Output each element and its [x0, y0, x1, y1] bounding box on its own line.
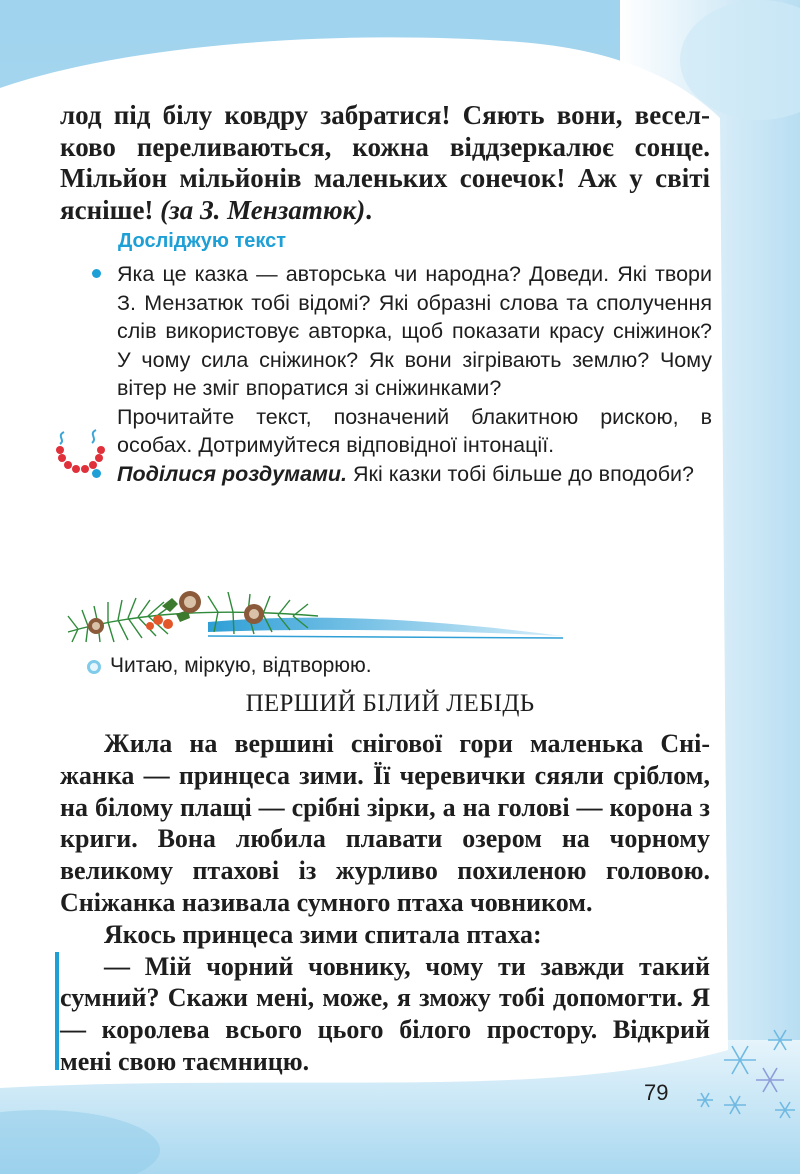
question-item: [92, 403, 712, 460]
section-title: Досліджую текст: [118, 230, 287, 252]
story-title: ПЕРШИЙ БІЛИЙ ЛЕБІДЬ: [245, 690, 535, 717]
intro-paragraph: [60, 100, 710, 226]
bullet-icon: [92, 269, 101, 278]
story-text: [60, 728, 710, 1078]
question-text: Прочитайте текст, позначений блакитною рискою, в особах. Дотримуйтеся відповідної інтонації.: [117, 404, 712, 457]
blue-role-line: [55, 952, 59, 1070]
question-text: Які казки тобі більше до вподоби?: [353, 461, 695, 486]
intro-end: .: [365, 194, 372, 225]
story-paragraph: Якось принцеса зими спитала птаха:: [104, 919, 542, 949]
reading-label: Читаю, міркую, відтворюю.: [110, 654, 372, 677]
question-text: Яка це казка — авторська чи народна? Доведи. Які твори З. Мензатюк тобі відомі? Які образні слова та сполучення слів використовує авторка, щоб показати красу сніжинок? У чому сила сніжинок? Як вони зігрівають землю? Чому вітер не зміг впоратися зі сніжинками?: [117, 262, 712, 400]
story-paragraph: — Мій чорний човнику, чому ти завжди такий сумний? Скажи мені, може, я зможу тобі допомогти. Я — королева всього цього білого простору. Відкрий мені свою таємницю.: [60, 951, 710, 1076]
intro-text: лод під білу ковдру забратися! Сяють вони, веселково переливаються, кожна віддзеркалює сонце. Мільйон мільйонів маленьких сонечок! Аж у світі ясніше!: [60, 100, 710, 225]
story-paragraph: Жила на вершині снігової гори маленька Сніжанка — принцеса зими. Її черевички сяяли сріблом, на білому плащі — срібні зірки, а на голові — корона з криги. Вона любила плавати озером на чорному великому птахові із журливо похиленою головою. Сніжанка називала сумного птаха човником.: [60, 729, 710, 917]
question-lead: Поділися роздумами.: [117, 461, 348, 486]
beads-icon: [52, 428, 112, 474]
question-item: [92, 260, 712, 403]
question-item: [92, 460, 712, 489]
intro-source: (за З. Мензатюк): [160, 194, 366, 225]
page-number: 79: [644, 1080, 669, 1105]
ring-bullet-icon: [87, 660, 101, 674]
pine-branch-divider: [58, 572, 568, 646]
question-list: [92, 260, 712, 488]
reading-instruction: [92, 654, 372, 678]
